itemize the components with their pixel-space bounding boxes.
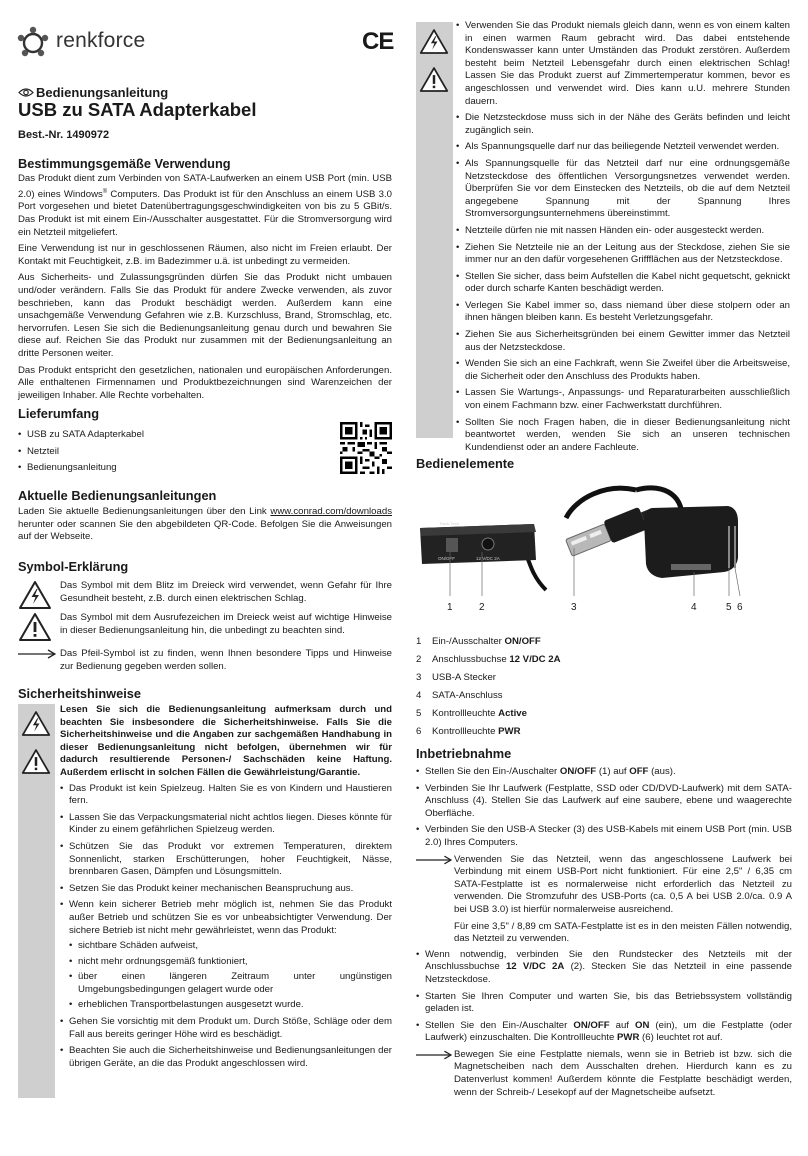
callout-4: 4 [691,602,697,613]
controls-text: Anschlussbuchse [432,654,510,665]
setup-text: Stellen Sie den Ein-/Auschalter [425,766,560,777]
controls-item [416,708,792,726]
product-illustration [416,478,792,618]
controls-bold: Active [498,708,527,719]
setup-bold: ON/OFF [573,1019,610,1031]
scope-item: • Bedienungsanleitung [18,462,318,475]
manuals-text-1: Laden Sie aktuelle Bedienungsanleitungen über den Link [18,506,271,517]
ce-mark: CE [362,28,394,55]
controls-num: 1 [416,636,422,647]
setup-body [416,766,792,1099]
safety-intro: Lesen Sie sich die Bedienungsanleitung aufmerksam durch und beachten Sie insbesondere die Sicherheitshinweise. Falls Sie die Sicherheitshinweise und die Angaben zur sachgemäßen Handhabung in dieser Bedienungsanleitung nicht befolgen, übernehmen wir für dadurch resultierende Personen-/ Sachschäden keine Haftung. Außerdem erlischt in solchen Fällen die Gewährleistung/Garantie. [60,704,392,778]
renkforce-logo-icon [16,26,50,60]
controls-num: 4 [416,690,422,701]
controls-item [416,726,792,744]
scope-item: • USB zu SATA Adapterkabel [18,429,318,442]
lightning-warning-icon [419,28,449,55]
safety-item: • Ziehen Sie aus Sicherheitsgründen bei einem Gewitter immer das Netzteil aus der Netzsteckdose. [456,329,790,354]
purpose-p1a: Das Produkt dient zum Verbinden von SATA-Laufwerken an einem USB Port (min. USB 2.0) eines Windows [18,173,392,200]
setup-tip-text: Verwenden Sie das Netzteil, wenn das angeschlossene Laufwerk bei Verbindung mit einem USB-Port nicht funktioniert. Für eine 2,5" / 6,35 cm SATA-Festplatte ist es normalerweise nicht erforderlich das Netzteil zu verwenden. Die Stromzufuhr des USB-Ports (ca. 0,5 A bei USB 2.0/ca. 0.9 A bei USB 3.0) ist hierfür normalerweise ausreichend. [454,853,792,915]
safety-subitem: • nicht mehr ordnungsgemäß funktioniert, [69,956,392,969]
safety-item: • Wenden Sie sich an eine Fachkraft, wenn Sie Zweifel über die Arbeitsweise, die Sicherheit oder den Anschluss des Produkts haben. [456,358,790,383]
safety-item: • Stellen Sie sicher, dass beim Aufstellen die Kabel nicht gequetscht, geknickt oder durch scharfe Kanten beschädigt werden. [456,271,790,296]
callout-6: 6 [737,602,743,613]
callout-1: 1 [447,602,453,613]
safety-item: • Die Netzsteckdose muss sich in der Nähe des Geräts befinden und leicht zugänglich sein. [456,112,790,137]
registered-mark: ® [102,188,108,195]
controls-text: Kontrollleuchte [432,708,499,719]
heading-purpose: Bestimmungsgemäße Verwendung [18,156,231,171]
callout-2: 2 [479,602,485,613]
safety-sidebar [18,704,55,1098]
image-label-dc: 12 V/DC 2A [476,556,500,561]
safety-item: • Verwenden Sie das Produkt niemals gleich dann, wenn es von einem kalten in einen warmen Raum gebracht wird. Das dabei entstehende Kondenswasser kann unter Umständen das Produkt zerstören. Außerdem besteht beim Netzteil Lebensgefahr durch einen elektrischen Schlag! Lassen Sie das Produkt zuerst auf Zimmertemperatur kommen, bevor es angeschlossen und verwendet wird. Dies kann u.U. mehrere Stunden dauern. [456,20,790,108]
exclamation-warning-icon [21,748,51,775]
scope-item: • Netzteil [18,446,318,459]
safety-list-continued [456,20,790,454]
controls-item [416,690,792,708]
controls-bold: 12 V/DC 2A [509,654,561,665]
arrow-right-icon [18,649,56,659]
setup-list-1 [416,766,792,850]
setup-text: (1) auf [596,766,630,777]
manuals-text [18,506,392,544]
arrow-right-icon [416,855,452,865]
arrow-right-icon [416,1050,452,1060]
safety-item: • Netzteile dürfen nie mit nassen Händen ein- oder ausgesteckt werden. [456,225,790,238]
safety-body [60,704,392,1070]
setup-text: auf [609,1019,635,1031]
callout-5: 5 [726,602,732,613]
qr-code-icon [340,422,392,474]
controls-item [416,654,792,672]
safety-item: • Setzen Sie das Produkt keiner mechanischen Beanspruchung aus. [60,883,392,896]
safety-item-text: Wenn kein sicherer Betrieb mehr möglich ist, nehmen Sie das Produkt außer Betrieb und schützen Sie es vor unbeabsichtigter Verwendung. Der sichere Betrieb ist nicht mehr gewährleistet, wenn das Produkt: [69,899,392,936]
setup-bold: 12 V/DC 2A [505,961,565,973]
lightning-warning-icon [18,580,52,610]
page-title: USB zu SATA Adapterkabel [18,99,257,120]
controls-num: 5 [416,708,422,719]
safety-item: • Das Produkt ist kein Spielzeug. Halten Sie es von Kindern und Haustieren fern. [60,783,392,808]
setup-tip-text: Für eine 3,5" / 8,89 cm SATA-Festplatte ist es in den meisten Fällen notwendig, das Netzteil zu verwenden. [454,920,792,945]
setup-bold: ON [635,1019,650,1031]
safety-item: • Verlegen Sie Kabel immer so, dass niemand über diese stolpern oder an ihnen hängen bleiben kann. Es besteht Verletzungsgefahr. [456,300,790,325]
symbol-lightning-text: Das Symbol mit dem Blitz im Dreieck wird verwendet, wenn Gefahr für Ihre Gesundheit besteht, z.B. durch einen elektrischen Schlag. [60,580,392,604]
setup-text: (6) leuchtet rot auf. [639,1032,723,1044]
doc-kind [18,87,168,100]
manuals-text-2: herunter oder scannen Sie den abgebildeten QR-Code. Befolgen Sie die Anweisungen auf der Webseite. [18,518,392,543]
setup-step: • Verbinden Sie den USB-A Stecker (3) des USB-Kabels mit einem USB Port (min. USB 2.0) Ihres Computers. [416,824,792,849]
safety-item: • Als Spannungsquelle darf nur das beiliegende Netzteil verwendet werden. [456,141,790,154]
setup-step: • Verbinden Sie Ihr Laufwerk (Festplatte, SSD oder CD/DVD-Laufwerk) mit dem SATA-Anschluss (4). Stellen Sie das Laufwerk auf eine saubere, ebene und waagerechte Oberfläche. [416,783,792,821]
heading-setup: Inbetriebnahme [416,746,512,761]
safety-subitem: • über einen längeren Zeitraum unter ungünstigen Umgebungsbedingungen gelagert wurde oder [69,971,392,996]
controls-text: USB-A Stecker [432,672,496,683]
safety-item: • Gehen Sie vorsichtig mit dem Produkt um. Durch Stöße, Schläge oder dem Fall aus bereits geringer Höhe wird es beschädigt. [60,1016,392,1041]
safety-item: • Beachten Sie auch die Sicherheitshinweise und Bedienungsanleitungen der übrigen Geräte, an die das Produkt angeschlossen wird. [60,1045,392,1070]
exclamation-warning-icon [419,66,449,93]
order-number: Best.-Nr. 1490972 [18,129,110,141]
purpose-p2: Eine Verwendung ist nur in geschlossenen Räumen, also nicht im Freien erlaubt. Der Kontakt mit Feuchtigkeit, z.B. im Badezimmer u.ä. ist unbedingt zu vermeiden. [18,243,392,267]
setup-step [416,949,792,987]
safety-sidebar-continued [416,22,453,438]
scope-list [18,429,318,475]
callout-3: 3 [571,602,577,613]
heading-controls: Bedienelemente [416,456,515,471]
heading-symbols: Symbol-Erklärung [18,559,129,574]
setup-text: (aus). [648,766,676,777]
purpose-p4: Das Produkt entspricht den gesetzlichen, nationalen und europäischen Anforderungen. Alle enthaltenen Firmennamen und Produktbezeichnungen sind Warenzeichen der jeweiligen Inhaber. Alle Rechte vorbehalten. [18,364,392,401]
setup-step [416,766,792,779]
setup-text: (2). Stecken Sie das Netzteil in eine passende Netzsteckdose. [425,961,793,985]
purpose-p3: Aus Sicherheits- und Zulassungsgründen dürfen Sie das Produkt nicht umbauen und/oder verändern. Falls Sie das Produkt für andere Zwecke verwenden, als zuvor beschrieben, kann das Produkt beschädigt werden. Außerdem kann eine unsachgemäße Verwendung Gefahren wie z.B. Kurzschluss, Brand, Stromschlag, etc. hervorrufen. Lesen Sie sich die Bedienungsanleitung genau durch und bewahren Sie diese auf. Reichen Sie das Produkt nur zusammen mit der Bedienungsanleitung an dritte Personen weiter. [18,272,392,359]
safety-item: • Ziehen Sie Netzteile nie an der Leitung aus der Steckdose, ziehen Sie sie immer nur an den dafür vorgesehenen Griffflächen aus der Netzsteckdose. [456,242,790,267]
setup-text: Stellen Sie den Ein-/Auschalter [425,1019,574,1031]
symbol-arrow-text: Das Pfeil-Symbol ist zu finden, wenn Ihnen besondere Tipps und Hinweise zur Bedienung gegeben werden sollen. [60,648,392,672]
heading-manuals: Aktuelle Bedienungsanleitungen [18,488,217,503]
controls-bold: ON/OFF [504,636,541,647]
controls-item [416,672,792,690]
setup-list-2 [416,949,792,1045]
safety-subitem: • sichtbare Schäden aufweist, [69,940,392,953]
safety-item: • Schützen Sie das Produkt vor extremen Temperaturen, direktem Sonnenlicht, starken Erschütterungen, hoher Feuchtigkeit, Nässe, brennbaren Gasen, Dämpfen und Lösungsmitteln. [60,841,392,879]
controls-num: 2 [416,654,422,665]
setup-tip-2 [416,1049,792,1099]
safety-item: • Sollten Sie noch Fragen haben, die in dieser Bedienungsanleitung nicht beantwortet werden, wenden Sie sich an unseren technischen Kundendienst oder an andere Fachleute. [456,417,790,455]
setup-tip-text: Bewegen Sie eine Festplatte niemals, wenn sie in Betrieb ist bzw. sich die Magnetscheiben nach dem Ausschalten drehen. Hierdurch kann es zu Datenverlust kommen! Außerdem könnte die Festplatte beschädigt werden, wenn der Schreib-/ Lesekopf auf der Magnetscheibe aufsetzt. [454,1048,792,1098]
symbol-exclaim-text: Das Symbol mit dem Ausrufezeichen im Dreieck weist auf wichtige Hinweise in dieser Bedienungsanleitung hin, die unbedingt zu beachten sind. [60,612,392,636]
safety-item: • Lassen Sie Wartungs-, Anpassungs- und Reparaturarbeiten ausschließlich von einem Fachmann bzw. einer Fachwerkstatt durchführen. [456,387,790,412]
setup-bold: ON/OFF [559,766,597,777]
controls-bold: PWR [498,726,521,737]
heading-safety: Sicherheitshinweise [18,686,142,701]
safety-list [60,783,392,1071]
controls-text: Ein-/Ausschalter [432,636,505,647]
eye-icon [18,87,34,98]
setup-step: • Starten Sie Ihren Computer und warten Sie, bis das Betriebssystem vollständig geladen ist. [416,991,792,1016]
safety-item: • Als Spannungsquelle für das Netzteil darf nur eine ordnungsgemäße Netzsteckdose des öffentlichen Versorgungsnetzes verwendet werden. Überprüfen Sie vor dem Einstecken des Netzteils, ob die auf dem Netzteil angegebene Spannung mit der Spannung Ihres Stromversorgungsunternehmens übereinstimmt. [456,158,790,221]
safety-sublist [69,940,392,1012]
exclamation-warning-icon [18,612,52,642]
setup-bold: PWR [616,1032,640,1044]
setup-bold: OFF [629,766,649,777]
setup-tip-1 [416,854,792,946]
setup-step [416,1020,792,1045]
safety-subitem: • erheblichen Transportbelastungen ausgesetzt wurde. [69,999,392,1012]
controls-num: 3 [416,672,422,683]
heading-scope: Lieferumfang [18,406,100,421]
image-label-device: Rock-Tech [440,521,459,526]
brand-logo [16,26,216,60]
lightning-warning-icon [21,710,51,737]
controls-text: Kontrollleuchte [432,726,499,737]
adapter-sata-unit [644,506,738,578]
doc-kind-label: Bedienungsanleitung [36,85,169,100]
controls-list [416,636,792,744]
image-label-on-off: ON/OFF [438,556,455,561]
setup-text: (ein), um die Festplatte (oder Laufwerk) einzuschalten. Die Kontrollleuchte [425,1019,793,1044]
adapter-left-unit [420,521,536,564]
purpose-text [18,173,392,402]
downloads-link[interactable]: www.conrad.com/downloads [270,506,392,517]
purpose-p1b: Computers. Das Produkt ist für den Anschluss an einem USB 3.0 Port vorgesehen und bietet Datenübertragungsgeschwindigkeiten von bis zu 5 GBit/s. Das Produkt ist mit einem Ein-/Ausschalter ausgestattet. Für die Stromversorgung wird ein Netzteil mitgeliefert. [18,188,392,238]
controls-text: SATA-Anschluss [432,690,503,701]
setup-text: Wenn notwendig, verbinden Sie den Rundstecker des Netzteils mit der Anschlussbuchse [425,948,792,973]
safety-item: • Lassen Sie das Verpackungsmaterial nicht achtlos liegen. Dieses könnte für Kinder zu einem gefährlichen Spielzeug werden. [60,812,392,837]
safety-item [60,899,392,1012]
controls-num: 6 [416,726,422,737]
controls-item [416,636,792,654]
purpose-p1 [18,173,392,239]
brand-name: renkforce [56,29,146,52]
